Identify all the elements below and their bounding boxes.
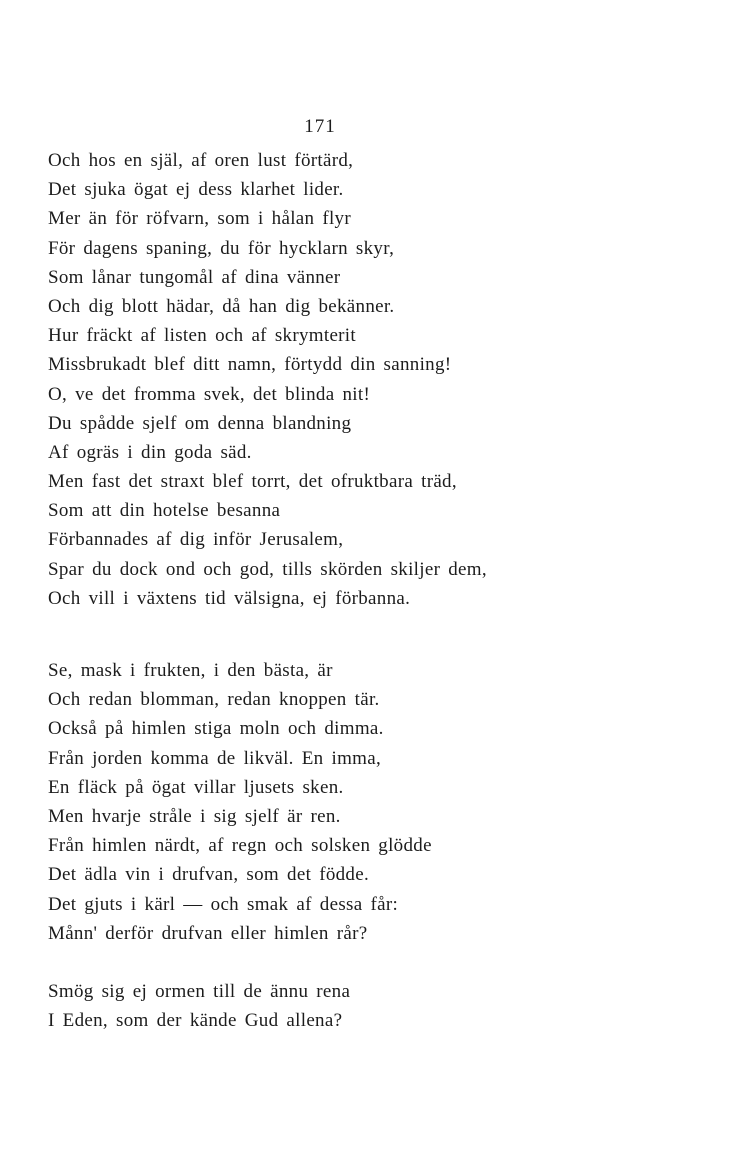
verse-line: Från jorden komma de likväl. En imma, xyxy=(48,747,382,769)
verse-line: Från himlen närdt, af regn och solsken glödde xyxy=(48,835,432,857)
verse-line: Missbrukadt blef ditt namn, förtydd din sanning! xyxy=(48,354,452,376)
verse-line: Förbannades af dig inför Jerusalem, xyxy=(48,529,344,551)
verse-line: Du spådde sjelf om denna blandning xyxy=(48,412,352,434)
verse-line: Det ädla vin i drufvan, som det födde. xyxy=(48,864,370,886)
verse-line: Spar du dock ond och god, tills skörden skiljer dem, xyxy=(48,558,487,580)
verse-line: Se, mask i frukten, i den bästa, är xyxy=(48,660,333,681)
stanza-3 xyxy=(48,977,350,1035)
page-number: 171 xyxy=(304,116,336,137)
verse-line: Det sjuka ögat ej dess klarhet lider. xyxy=(48,179,344,201)
verse-line: Också på himlen stiga moln och dimma. xyxy=(48,718,384,740)
verse-line: Hur fräckt af listen och af skrymterit xyxy=(48,325,356,347)
verse-line: Som lånar tungomål af dina vänner xyxy=(48,266,341,288)
stanza-2 xyxy=(48,656,432,948)
verse-line: I Eden, som der kände Gud allena? xyxy=(48,1010,343,1032)
verse-line: Och redan blomman, redan knoppen tär. xyxy=(48,689,380,711)
verse-line: O, ve det fromma svek, det blinda nit! xyxy=(48,383,371,405)
verse-line: Mer än för röfvarn, som i hålan flyr xyxy=(48,208,351,230)
verse-line: För dagens spaning, du för hycklarn skyr, xyxy=(48,237,395,259)
verse-line: Men fast det straxt blef torrt, det ofruktbara träd, xyxy=(48,471,457,493)
verse-line: Men hvarje stråle i sig sjelf är ren. xyxy=(48,805,341,827)
verse-line: En fläck på ögat villar ljusets sken. xyxy=(48,776,344,798)
verse-line: Af ogräs i din goda säd. xyxy=(48,441,252,463)
verse-line: Som att din hotelse besanna xyxy=(48,500,281,522)
verse-line: Månn' derför drufvan eller himlen rår? xyxy=(48,922,368,944)
verse-line: Och dig blott hädar, då han dig bekänner. xyxy=(48,295,395,317)
verse-line: Smög sig ej ormen till de ännu rena xyxy=(48,981,351,1002)
verse-line: Det gjuts i kärl — och smak af dessa får: xyxy=(48,893,399,915)
verse-line: Och hos en själ, af oren lust förtärd, xyxy=(48,150,354,171)
verse-line: Och vill i växtens tid välsigna, ej förbanna. xyxy=(48,587,411,609)
stanza-1 xyxy=(48,146,487,613)
